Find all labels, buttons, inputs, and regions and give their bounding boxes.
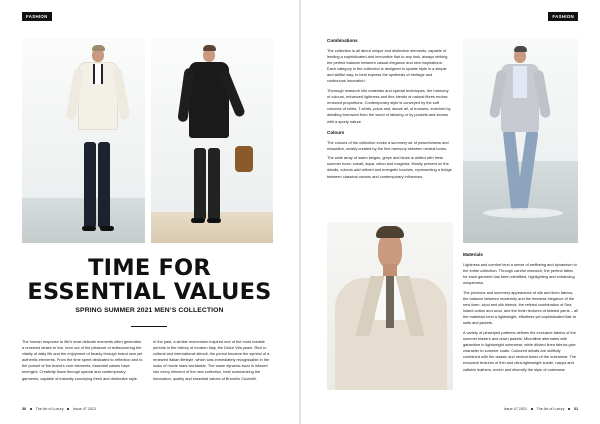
magazine-name-left: The Art of Luxury bbox=[35, 407, 64, 411]
footer-left bbox=[22, 407, 96, 411]
magazine-name-right: The Art of Luxury bbox=[536, 407, 565, 411]
materials-paragraph-2: The precious and summery appearance of silk and linen fabrics, the balance between modernity and the timeless elegance of the new linen, wool and silk blends, the refined combination of Sea Island cotton and wool, and the fresh textures of twisted yarns – all the materials lend a lightweight, effortless yet sophisticated flair to suits and jackets. bbox=[463, 289, 578, 326]
headline bbox=[0, 256, 299, 304]
colours-paragraph-1: The colours of the collection evoke a summery air of peacefulness and relaxation, mostly created by the fine harmony between neutral tones. bbox=[327, 139, 449, 151]
materials-paragraph-3: A variety of pinstriped patterns defines the exclusive fabrics of the summer blazers and down jackets. Microfibre alternates with gabardine in lightweight outerwear, while diluted linen fabrics give character to summer coats. Coloured details are skillfully combined with the classic and neutral tones of the outerwear. The exclusive textures of thin and ultra-lightweight suede, nappa and calfskin leathers, enrich and diversify the style of outerwear. bbox=[463, 330, 577, 372]
intro-column-2 bbox=[153, 339, 274, 385]
photo-model-in-water bbox=[463, 38, 578, 243]
dot-icon bbox=[568, 408, 570, 410]
section-tag-right: FASHION bbox=[548, 12, 578, 21]
intro-paragraph-1: The human response to life’s most delicate moments often generates a renewed desire to live, born out of the pleasure of rediscovering the vitality of daily life and the enjoyment of beauty through brand new yet authentic elements. From the time spent dedicated to reflection and to the pursuit of the brand’s core elements, essential values have emerged. Creativity flows through special and contemporary garments, capable of instantly conveying fresh and distinctive style. bbox=[22, 339, 143, 381]
photo-model-white-jacket bbox=[22, 38, 145, 243]
page-number-right: 31 bbox=[573, 407, 578, 411]
dot-icon bbox=[30, 408, 32, 410]
photo-model-linen-suit bbox=[327, 222, 453, 390]
section-tag: FASHION bbox=[22, 12, 52, 21]
intro-column-1 bbox=[22, 339, 143, 385]
issue-left: Issue 47 2021 bbox=[72, 407, 97, 411]
combinations-paragraph-2: Thorough research into materials and special techniques, the harmony of colours, enhanced lightness and fine blends of natural fibres endow renewed proportions. Contemporary style is conveyed by the soft volumes of shirts, T-shirts, polos and, above all, of trousers, enriched by detailing borrowed from the world of tailoring or by pockets and seams with a sporty nature. bbox=[327, 88, 451, 124]
left-page bbox=[0, 0, 299, 424]
headline-line-1: TIME FOR bbox=[88, 255, 211, 281]
combinations-heading: Combinations bbox=[327, 38, 358, 43]
combinations-colours-column bbox=[327, 38, 452, 183]
subtitle: SPRING SUMMER 2021 MEN’S COLLECTION bbox=[75, 307, 224, 314]
dot-icon bbox=[531, 408, 533, 410]
page-number-left: 30 bbox=[22, 407, 27, 411]
materials-column bbox=[463, 252, 578, 376]
photo-model-dark-outfit bbox=[151, 38, 273, 243]
dot-icon bbox=[67, 408, 69, 410]
divider bbox=[131, 326, 167, 327]
materials-heading: Materials bbox=[463, 252, 483, 257]
issue-right: Issue 47 2021 bbox=[503, 407, 528, 411]
combinations-paragraph-1: The collection is all about unique and distinctive elements, capable of lending a sophisticated and innovative flair to any look, always striking the perfect balance between casual elegance and new inspirations. Each category in the collection is designed to update style in a simple and skillful way, to best express the synthesis of heritage and continuous innovation. bbox=[327, 47, 448, 84]
intro-paragraph-2: In the past, a similar momentum inspired one of the most notable periods in the history of modern Italy, the Dolce Vita years. Rich in cultural and international stimuli, the period became the symbol of a renewed Italian lifestyle, which was immediately recognisable in the looks of movie stars worldwide. The same dynamic buzz is infused into every element of the new collection, best summarizing the innovation, quality and essential values of Brunello Cucinelli. bbox=[153, 339, 270, 381]
footer-right bbox=[504, 407, 578, 411]
right-page bbox=[301, 0, 600, 424]
materials-paragraph-1: Lightness and comfort lend a sense of wellbeing and dynamism to the entire collection. Through careful research, the perfect fabric for each garment has been identified, highlighting and enhancing uniqueness. bbox=[463, 261, 577, 286]
colours-heading: Colours bbox=[327, 129, 345, 135]
colours-paragraph-2: The wide array of warm beiges, greys and blues is dotted with fresh summer hues: cobalt, aqua, citron and magenta. Mostly present on the details, colours add refined and energetic touches, representing a bridge between classical canons and contemporary influences. bbox=[327, 155, 452, 179]
headline-line-2: ESSENTIAL VALUES bbox=[27, 279, 272, 305]
